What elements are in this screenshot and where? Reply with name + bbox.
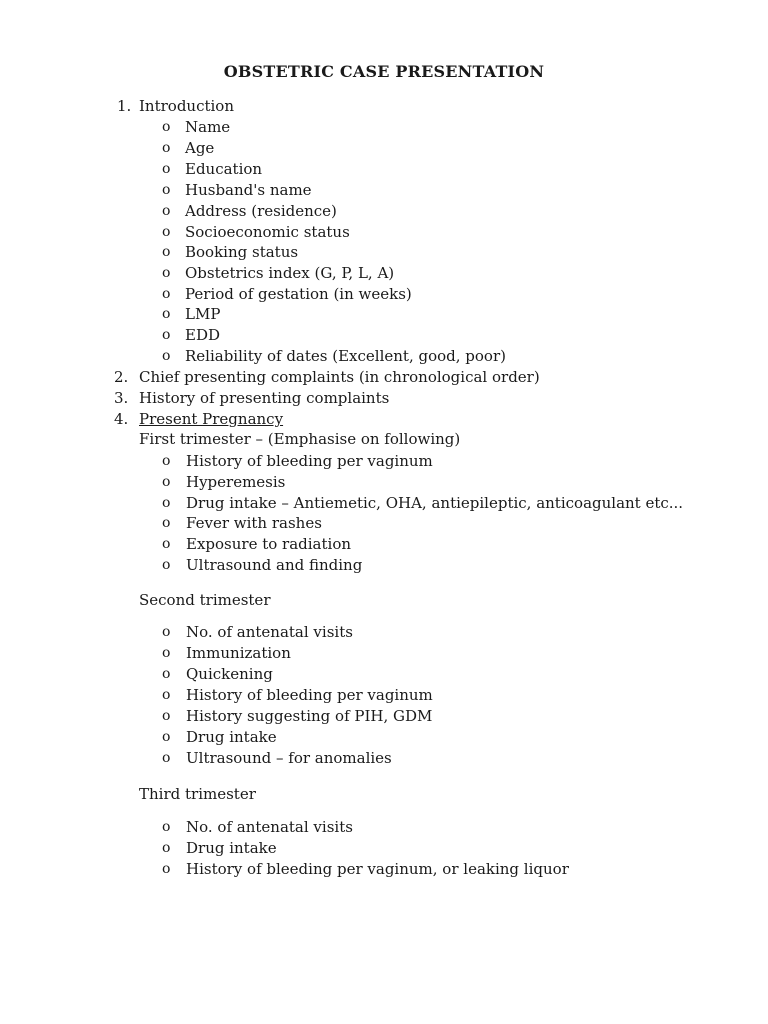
section-heading-history: History of presenting complaints <box>139 389 390 407</box>
first-trimester-heading: First trimester – (Emphasise on following) <box>139 430 461 448</box>
page-title: OBSTETRIC CASE PRESENTATION <box>223 62 545 81</box>
list-item-text: Fever with rashes <box>186 514 322 532</box>
bullet-icon: o <box>162 474 171 490</box>
list-item-text: History of bleeding per vaginum, or leaking liquor <box>186 860 569 878</box>
list-item-text: Socioeconomic status <box>185 223 350 241</box>
list-item-text: No. of antenatal visits <box>186 818 353 836</box>
section-number: 3. <box>114 389 129 407</box>
bullet-icon: o <box>162 306 171 322</box>
bullet-icon: o <box>162 265 171 281</box>
list-item-text: Drug intake <box>186 839 277 857</box>
bullet-icon: o <box>162 182 171 198</box>
bullet-icon: o <box>162 161 171 177</box>
second-trimester-heading: Second trimester <box>139 591 271 609</box>
list-item-text: Hyperemesis <box>186 473 286 491</box>
list-item-text: LMP <box>185 305 221 323</box>
section-heading-chief-complaints: Chief presenting complaints (in chronological order) <box>139 368 540 386</box>
list-item-text: Immunization <box>186 644 291 662</box>
bullet-icon: o <box>162 645 171 661</box>
bullet-icon: o <box>162 840 171 856</box>
list-item-text: Husband's name <box>185 181 312 199</box>
list-item-text: Ultrasound – for anomalies <box>186 749 392 767</box>
list-item-text: History of bleeding per vaginum <box>186 686 433 704</box>
bullet-icon: o <box>162 286 171 302</box>
list-item-text: Obstetrics index (G, P, L, A) <box>185 264 395 282</box>
bullet-icon: o <box>162 348 171 364</box>
bullet-icon: o <box>162 515 171 531</box>
section-number: 4. <box>114 410 129 428</box>
bullet-icon: o <box>162 327 171 343</box>
list-item-text: History of bleeding per vaginum <box>186 452 433 470</box>
list-item-text: Drug intake – Antiemetic, OHA, antiepileptic, anticoagulant etc... <box>186 494 684 512</box>
bullet-icon: o <box>162 624 171 640</box>
list-item-text: Booking status <box>185 243 299 261</box>
list-item-text: Name <box>185 118 231 136</box>
section-heading-present-pregnancy: Present Pregnancy <box>139 410 284 428</box>
bullet-icon: o <box>162 495 171 511</box>
section-heading-introduction: Introduction <box>139 97 234 115</box>
bullet-icon: o <box>162 861 171 877</box>
third-trimester-heading: Third trimester <box>139 785 256 803</box>
bullet-icon: o <box>162 666 171 682</box>
list-item-text: Address (residence) <box>185 202 337 220</box>
list-item-text: No. of antenatal visits <box>186 623 353 641</box>
list-item-text: Period of gestation (in weeks) <box>185 285 412 303</box>
bullet-icon: o <box>162 140 171 156</box>
bullet-icon: o <box>162 224 171 240</box>
section-number: 1. <box>117 97 132 115</box>
list-item-text: Exposure to radiation <box>186 535 352 553</box>
list-item-text: Age <box>185 139 215 157</box>
list-item-text: Education <box>185 160 263 178</box>
bullet-icon: o <box>162 729 171 745</box>
list-item-text: History suggesting of PIH, GDM <box>186 707 433 725</box>
bullet-icon: o <box>162 708 171 724</box>
list-item-text: Quickening <box>186 665 273 683</box>
bullet-icon: o <box>162 750 171 766</box>
bullet-icon: o <box>162 536 171 552</box>
bullet-icon: o <box>162 557 171 573</box>
list-item-text: Ultrasound and finding <box>186 556 363 574</box>
list-item-text: EDD <box>185 326 221 344</box>
bullet-icon: o <box>162 244 171 260</box>
section-number: 2. <box>114 368 129 386</box>
list-item-text: Reliability of dates (Excellent, good, poor) <box>185 347 506 365</box>
bullet-icon: o <box>162 819 171 835</box>
bullet-icon: o <box>162 453 171 469</box>
bullet-icon: o <box>162 687 171 703</box>
bullet-icon: o <box>162 119 171 135</box>
bullet-icon: o <box>162 203 171 219</box>
list-item-text: Drug intake <box>186 728 277 746</box>
